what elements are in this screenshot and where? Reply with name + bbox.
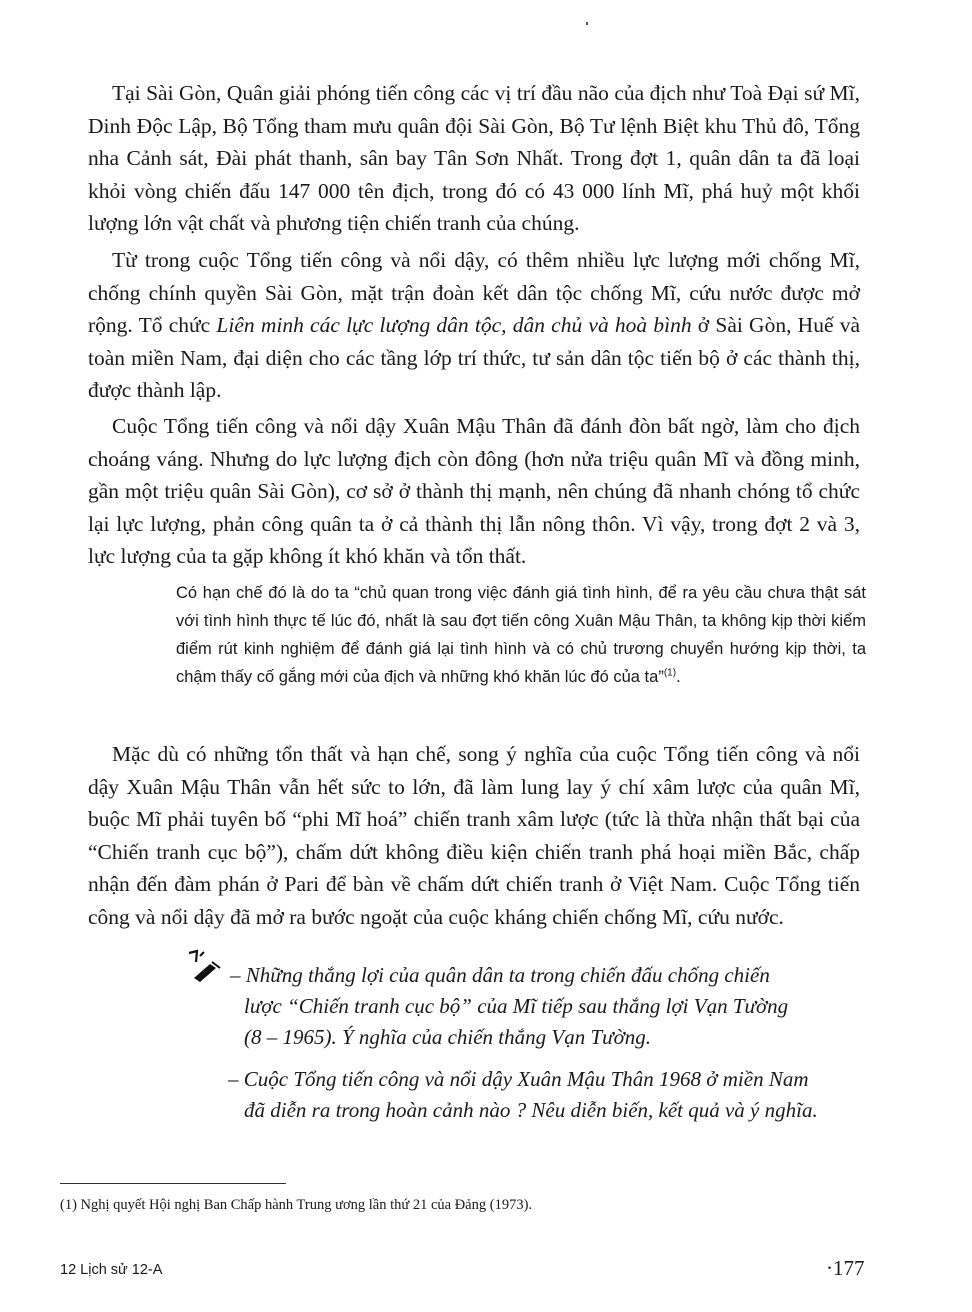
question-1-line-2: lược “Chiến tranh cục bộ” của Mĩ tiếp sau thắng lợi Vạn Tường	[244, 994, 789, 1018]
paragraph-significance: Mặc dù có những tổn thất và hạn chế, song ý nghĩa của cuộc Tổng tiến công và nổi dậy Xuân Mậu Thân vẫn hết sức to lớn, đã làm lung lay ý chí xâm lược của quân Mĩ, buộc Mĩ phải tuyên bố “phi Mĩ hoá” chiến tranh xâm lược (tức là thừa nhận thất bại của “Chiến tranh cục bộ”), chấm dứt không điều kiện chiến tranh phá hoại miền Bắc, chấp nhận đến đàm phán ở Pari để bàn về chấm dứt chiến tranh ở Việt Nam. Cuộc Tổng tiến công và nổi dậy đã mở ra bước ngoặt của cuộc kháng chiến chống Mĩ, cứu nước.	[88, 742, 860, 929]
question-1-line-1: – Những thắng lợi của quân dân ta trong chiến đấu chống chiến	[230, 963, 770, 987]
paragraph-new-forces: Từ trong cuộc Tổng tiến công và nổi dậy, có thêm nhiều lực lượng mới chống Mĩ, chống chính quyền Sài Gòn, mặt trận đoàn kết dân tộc chống Mĩ, cứu nước được mở rộng. Tổ chức Liên minh các lực lượng dân tộc, dân chủ và hoà bình ở Sài Gòn, Huế và toàn miền Nam, đại diện cho các tầng lớp trí thức, tư sản dân tộc tiến bộ ở các thành thị, được thành lập.	[88, 248, 860, 402]
paragraph-enemy-counterattack: Cuộc Tổng tiến công và nổi dậy Xuân Mậu Thân đã đánh đòn bất ngờ, làm cho địch choáng váng. Nhưng do lực lượng địch còn đông (hơn nửa triệu quân Mĩ và đồng minh, gần một triệu quân Sài Gòn), cơ sở ở thành thị mạnh, nên chúng đã nhanh chóng tổ chức lại lực lượng, phản công quân ta ở cả thành thị lẫn nông thôn. Vì vậy, trong đợt 2 và 3, lực lượng của ta gặp không ít khó khăn và tổn thất.	[88, 414, 860, 568]
book-label: 12 Lịch sử 12-A	[60, 1262, 163, 1278]
page-number: ·177	[826, 1256, 865, 1280]
question-2-line-2: đã diễn ra trong hoàn cảnh nào ? Nêu diễn biến, kết quả và ý nghĩa.	[244, 1098, 818, 1122]
alliance-name: Liên minh các lực lượng dân tộc, dân chủ và hoà bình	[216, 313, 692, 337]
quotation-block: Có hạn chế đó là do ta “chủ quan trong việc đánh giá tình hình, để ra yêu cầu chưa thật sát với tình hình thực tế lúc đó, nhất là sau đợt tiến công Xuân Mậu Thân, ta không kịp thời kiểm điểm rút kinh nghiệm để đánh giá lại tình hình và có chủ trương chuyển hướng kịp thời, ta chậm thấy cố gắng mới của địch và những khó khăn lúc đó của ta”$^{(1)}$.	[176, 584, 866, 686]
paragraph-saigon-attacks: Tại Sài Gòn, Quân giải phóng tiến công các vị trí đầu não của địch như Toà Đại sứ Mĩ, Dinh Độc Lập, Bộ Tổng tham mưu quân đội Sài Gòn, Bộ Tư lệnh Biệt khu Thủ đô, Tổng nha Cảnh sát, Đài phát thanh, sân bay Tân Sơn Nhất. Trong đợt 1, quân dân ta đã loại khỏi vòng chiến đấu 147 000 tên địch, trong đó có 43 000 lính Mĩ, phá huỷ một khối lượng lớn vật chất và phương tiện chiến tranh của chúng.	[88, 81, 860, 235]
scan-speck	[586, 22, 588, 25]
footnote-ref: (1)	[663, 667, 677, 679]
pencil-note-icon	[186, 948, 226, 984]
question-1-line-3: (8 – 1965). Ý nghĩa của chiến thắng Vạn Tường.	[244, 1025, 652, 1049]
footnote-divider	[60, 1183, 286, 1184]
question-2-line-1: – Cuộc Tổng tiến công và nổi dậy Xuân Mậu Thân 1968 ở miền Nam	[228, 1067, 809, 1091]
footnote: (1) Nghị quyết Hội nghị Ban Chấp hành Trung ương lần thứ 21 của Đảng (1973).	[60, 1197, 533, 1213]
